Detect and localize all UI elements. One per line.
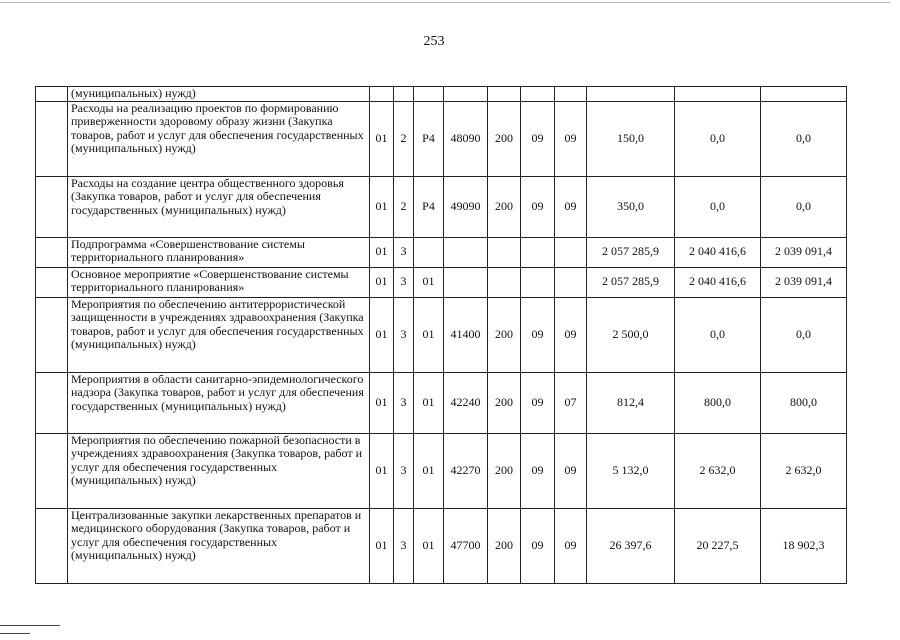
table-row — [36, 237, 847, 267]
cell-rz: 09 — [521, 101, 555, 176]
cell-vr — [488, 267, 521, 297]
cell-y1: 350,0 — [587, 176, 675, 237]
row-name-cell: Мероприятия в области санитарно-эпидемиологического надзора (Закупка товаров, работ и услуг для обеспечения государственных (муниципальных) нужд) — [68, 372, 370, 433]
row-number-cell — [36, 433, 68, 508]
table-row — [36, 267, 847, 297]
cell-y3: 2 632,0 — [761, 433, 847, 508]
cell-prog — [370, 87, 394, 102]
cell-prog: 01 — [370, 237, 394, 267]
table-row — [36, 433, 847, 508]
cell-vr: 200 — [488, 508, 521, 583]
cell-y3: 800,0 — [761, 372, 847, 433]
cell-pr: 09 — [555, 433, 587, 508]
cell-pr: 09 — [555, 176, 587, 237]
cell-main — [414, 87, 444, 102]
cell-vr: 200 — [488, 101, 521, 176]
row-number-cell — [36, 508, 68, 583]
cell-sub: 3 — [394, 508, 414, 583]
table-row — [36, 87, 847, 102]
cell-vr: 200 — [488, 433, 521, 508]
cell-vr: 200 — [488, 372, 521, 433]
cell-y1 — [587, 87, 675, 102]
cell-y1: 2 500,0 — [587, 297, 675, 372]
cell-pr — [555, 87, 587, 102]
cell-pr: 09 — [555, 508, 587, 583]
table-row — [36, 176, 847, 237]
table-row — [36, 297, 847, 372]
cell-y2 — [675, 87, 761, 102]
cell-vr — [488, 87, 521, 102]
cell-sub: 3 — [394, 372, 414, 433]
cell-main: 01 — [414, 297, 444, 372]
cell-main: 01 — [414, 433, 444, 508]
scan-artifact-line — [0, 625, 60, 626]
cell-y2: 2 040 416,6 — [675, 237, 761, 267]
row-number-cell — [36, 267, 68, 297]
cell-pr — [555, 237, 587, 267]
cell-rz — [521, 87, 555, 102]
cell-dir: 48090 — [444, 101, 488, 176]
cell-main: 01 — [414, 267, 444, 297]
table-row — [36, 508, 847, 583]
row-number-cell — [36, 176, 68, 237]
scan-top-edge — [0, 2, 890, 3]
cell-prog: 01 — [370, 508, 394, 583]
cell-vr: 200 — [488, 176, 521, 237]
cell-y2: 0,0 — [675, 101, 761, 176]
cell-main: Р4 — [414, 101, 444, 176]
cell-prog: 01 — [370, 267, 394, 297]
page-number: 253 — [423, 34, 445, 49]
cell-pr: 07 — [555, 372, 587, 433]
cell-sub: 2 — [394, 101, 414, 176]
cell-sub: 3 — [394, 267, 414, 297]
cell-sub: 3 — [394, 433, 414, 508]
cell-y3: 18 902,3 — [761, 508, 847, 583]
cell-dir: 42240 — [444, 372, 488, 433]
cell-y2: 0,0 — [675, 176, 761, 237]
scan-artifact-line — [0, 633, 30, 634]
cell-sub — [394, 87, 414, 102]
cell-dir: 47700 — [444, 508, 488, 583]
cell-main — [414, 237, 444, 267]
row-name-cell: Расходы на реализацию проектов по формированию приверженности здоровому образу жизни (Закупка товаров, работ и услуг для обеспечения государственных (муниципальных) нужд) — [68, 101, 370, 176]
row-number-cell — [36, 237, 68, 267]
row-name-cell: Централизованные закупки лекарственных препаратов и медицинского оборудования (Закупка товаров, работ и услуг для обеспечения государственных (муниципальных) нужд) — [68, 508, 370, 583]
row-number-cell — [36, 87, 68, 102]
row-name-cell: Подпрограмма «Совершенствование системы территориального планирования» — [68, 237, 370, 267]
cell-dir: 41400 — [444, 297, 488, 372]
cell-y2: 0,0 — [675, 297, 761, 372]
cell-y2: 2 632,0 — [675, 433, 761, 508]
cell-vr — [488, 237, 521, 267]
cell-y1: 812,4 — [587, 372, 675, 433]
table-row — [36, 372, 847, 433]
cell-y2: 20 227,5 — [675, 508, 761, 583]
cell-y1: 5 132,0 — [587, 433, 675, 508]
cell-rz: 09 — [521, 508, 555, 583]
row-number-cell — [36, 101, 68, 176]
cell-main: 01 — [414, 372, 444, 433]
cell-prog: 01 — [370, 372, 394, 433]
cell-rz: 09 — [521, 433, 555, 508]
cell-y1: 26 397,6 — [587, 508, 675, 583]
row-number-cell — [36, 297, 68, 372]
cell-prog: 01 — [370, 101, 394, 176]
cell-y1: 2 057 285,9 — [587, 237, 675, 267]
cell-dir: 49090 — [444, 176, 488, 237]
cell-y2: 2 040 416,6 — [675, 267, 761, 297]
row-number-cell — [36, 372, 68, 433]
cell-rz — [521, 267, 555, 297]
cell-pr — [555, 267, 587, 297]
cell-rz: 09 — [521, 176, 555, 237]
cell-prog: 01 — [370, 297, 394, 372]
budget-table — [35, 86, 847, 584]
row-name-cell: Расходы на создание центра общественного здоровья (Закупка товаров, работ и услуг для обеспечения государственных (муниципальных) нужд) — [68, 176, 370, 237]
row-name-cell: (муниципальных) нужд) — [68, 87, 370, 102]
cell-dir — [444, 87, 488, 102]
cell-y2: 800,0 — [675, 372, 761, 433]
cell-rz: 09 — [521, 372, 555, 433]
cell-dir — [444, 237, 488, 267]
row-name-cell: Мероприятия по обеспечению антитеррористической защищенности в учреждениях здравоохранения (Закупка товаров, работ и услуг для обеспечения государственных (муниципальных) нужд) — [68, 297, 370, 372]
cell-dir — [444, 267, 488, 297]
cell-rz — [521, 237, 555, 267]
cell-vr: 200 — [488, 297, 521, 372]
cell-sub: 2 — [394, 176, 414, 237]
cell-y3: 2 039 091,4 — [761, 237, 847, 267]
cell-y3: 2 039 091,4 — [761, 267, 847, 297]
table-row — [36, 101, 847, 176]
cell-dir: 42270 — [444, 433, 488, 508]
cell-y1: 150,0 — [587, 101, 675, 176]
cell-y3: 0,0 — [761, 176, 847, 237]
cell-main: 01 — [414, 508, 444, 583]
cell-prog: 01 — [370, 176, 394, 237]
row-name-cell: Мероприятия по обеспечению пожарной безопасности в учреждениях здравоохранения (Закупка товаров, работ и услуг для обеспечения государственных (муниципальных) нужд) — [68, 433, 370, 508]
cell-sub: 3 — [394, 237, 414, 267]
cell-y1: 2 057 285,9 — [587, 267, 675, 297]
cell-y3: 0,0 — [761, 297, 847, 372]
cell-sub: 3 — [394, 297, 414, 372]
row-name-cell: Основное мероприятие «Совершенствование системы территориального планирования» — [68, 267, 370, 297]
cell-y3: 0,0 — [761, 101, 847, 176]
cell-rz: 09 — [521, 297, 555, 372]
cell-main: Р4 — [414, 176, 444, 237]
cell-pr: 09 — [555, 101, 587, 176]
cell-y3 — [761, 87, 847, 102]
cell-prog: 01 — [370, 433, 394, 508]
cell-pr: 09 — [555, 297, 587, 372]
